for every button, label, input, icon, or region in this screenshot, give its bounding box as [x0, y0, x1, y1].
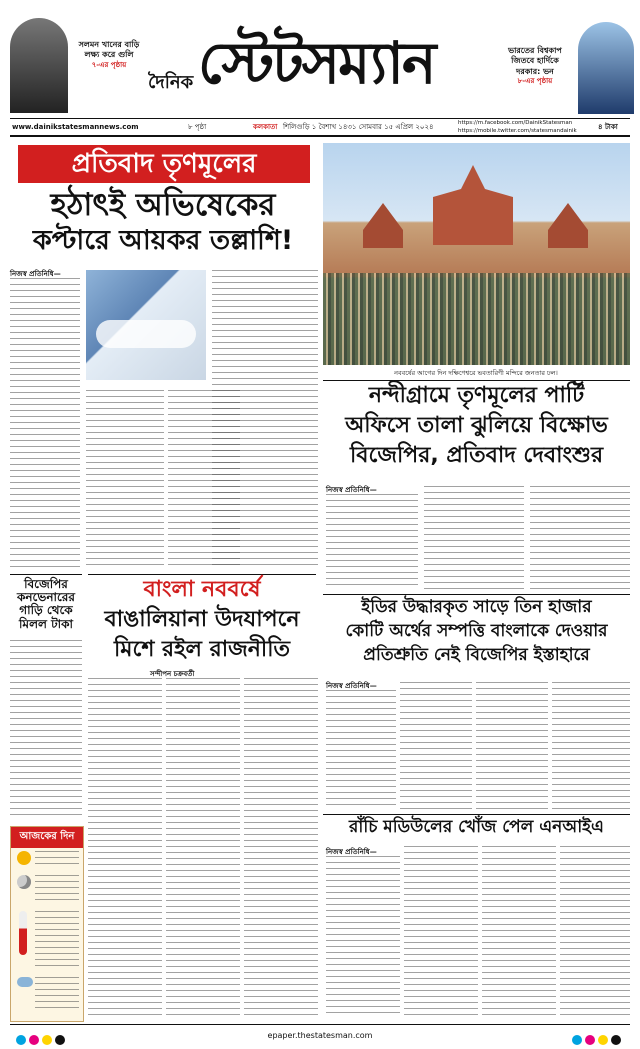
weather-title: আজকের দিন: [11, 827, 83, 848]
ed-headline-3[interactable]: প্রতিশ্রুতি নেই বিজেপির ইস্তাহারে: [363, 645, 590, 665]
lead-body-col4: [212, 270, 318, 570]
bjp-headline-3[interactable]: গাড়ি থেকে: [19, 603, 73, 618]
ed-body-col3: [476, 682, 548, 810]
rain-icon: [17, 977, 33, 987]
nababarsha-byline: সন্দীপন চক্রবর্তী: [150, 670, 195, 678]
nababarsha-headline-1[interactable]: বাঙালিয়ানা উদযাপনে: [104, 607, 300, 632]
ed-headline-2[interactable]: কোটি অর্থের সম্পত্তি বাংলাকে দেওয়ার: [345, 621, 608, 641]
ranchi-body-col1: [326, 856, 400, 1018]
moon-icon: [17, 875, 31, 889]
nandigram-byline: নিজস্ব প্রতিনিধি—: [326, 486, 377, 494]
nababarsha-body-col3: [244, 678, 318, 1018]
right-teaser[interactable]: ভারতের বিশ্বকাপ জিতবে হার্দিকে দরকার: ভন ৮-এর পৃষ্ঠায়: [508, 46, 562, 86]
nababarsha-kicker: বাংলা নববর্ষে: [143, 577, 261, 602]
masthead-title: স্টেটসম্যান: [198, 29, 435, 97]
lead-kicker: প্রতিবাদ তৃণমূলের: [18, 145, 310, 183]
lead-headline-1[interactable]: হঠাৎই অভিষেকের: [50, 187, 276, 223]
lead-body-col1: [10, 278, 80, 568]
dateline-bar: [10, 120, 630, 134]
ranchi-headline[interactable]: রাঁচি মডিউলের খোঁজ পেল এনআইএ: [349, 817, 604, 837]
nandigram-body-col1: [326, 494, 418, 590]
left-teaser[interactable]: সলমন খানের বাড়ি লক্ষ্য করে গুলি ৭-এর পৃষ্ঠায়: [78, 40, 140, 69]
ranchi-body-col2: [404, 846, 478, 1018]
nababarsha-body-col1: [88, 678, 162, 1018]
nandigram-body-col3: [530, 486, 630, 590]
temple-photo: [323, 143, 630, 365]
nandigram-headline-1[interactable]: নন্দীগ্রামে তৃণমূলের পার্টি: [368, 383, 585, 408]
sun-icon: [17, 851, 31, 865]
weather-box: [10, 826, 84, 1022]
masthead-prefix: দৈনিক: [148, 72, 194, 93]
salman-photo: [10, 18, 68, 113]
bjp-headline-1[interactable]: বিজেপির: [24, 577, 68, 591]
nandigram-body-col2: [424, 486, 524, 590]
nababarsha-headline-2[interactable]: মিশে রইল রাজনীতি: [113, 637, 290, 662]
nandigram-headline-3[interactable]: বিজেপির, প্রতিবাদ দেবাংশুর: [349, 443, 604, 468]
helicopter-photo: [86, 270, 206, 380]
ed-headline-1[interactable]: ইডির উদ্ধারকৃত সাড়ে তিন হাজার: [361, 597, 592, 617]
temple-caption: নববর্ষের আগের দিন দক্ষিণেশ্বরে ভবতারিণী মন্দিরে জনতার ঢল।: [394, 369, 558, 377]
hardik-photo: [578, 22, 634, 114]
bjp-headline-2[interactable]: কনভেনারের: [17, 590, 75, 605]
city: কলকাতা: [253, 123, 278, 131]
ranchi-body-col3: [482, 846, 556, 1018]
ed-body-col4: [552, 682, 630, 810]
ranchi-body-col4: [560, 846, 630, 1018]
masthead: [0, 0, 640, 120]
dateline: শিলিগুড়ি ১ বৈশাখ ১৪৩১ সোমবার ১৫ এপ্রিল ২০২৪: [283, 123, 434, 131]
twitter-link[interactable]: https://mobile.twitter.com/statesmandainik: [458, 128, 577, 134]
facebook-link[interactable]: https://m.facebook.com/DainikStatesman: [458, 120, 573, 126]
thermometer-icon: [19, 911, 27, 955]
ed-byline: নিজস্ব প্রতিনিধি—: [326, 682, 377, 690]
nababarsha-body-col2: [166, 678, 240, 1018]
page-count: ৮ পৃষ্ঠা: [188, 123, 207, 131]
bjp-headline-4[interactable]: মিলল টাকা: [18, 616, 74, 631]
nandigram-headline-2[interactable]: অফিসে তালা ঝুলিয়ে বিক্ষোভ: [345, 413, 608, 438]
lead-body-col2b: [86, 390, 164, 568]
ed-body-col1: [326, 690, 396, 810]
ed-body-col2: [400, 682, 472, 810]
cmyk-marks-right: [572, 1030, 624, 1049]
ranchi-byline: নিজস্ব প্রতিনিধি—: [326, 848, 377, 856]
bjp-body: [10, 640, 82, 820]
website-link[interactable]: www.dainikstatesmannews.com: [12, 123, 139, 131]
lead-headline-2[interactable]: কপ্টারে আয়কর তল্লাশি!: [32, 225, 294, 256]
lead-byline: নিজস্ব প্রতিনিধি—: [10, 270, 61, 278]
epaper-link[interactable]: epaper.thestatesman.com: [267, 1031, 373, 1040]
bjp-box: [10, 578, 82, 631]
price: ৪ টাকা: [598, 123, 618, 131]
